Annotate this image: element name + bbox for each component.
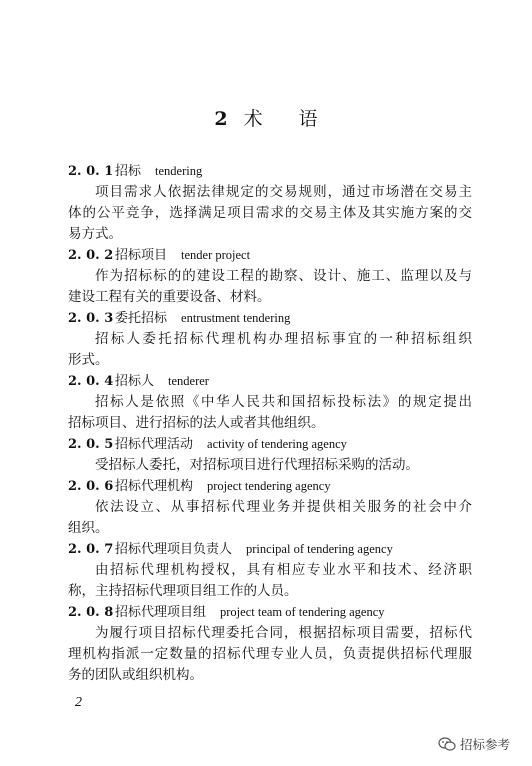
term-chinese: 招标 [115,164,142,179]
term-code: 2. 0. 5 [68,437,114,452]
definition-line: 项目需求人依据法律规定的交易规则，通过市场潜在交易主 [95,184,472,200]
term-chinese: 招标人 [115,374,155,389]
definition-line: 体的公平竞争，选择满足项目需求的交易主体及其实施方案的交 [68,205,472,221]
term-heading [68,245,472,266]
term-heading [68,602,472,623]
term-english: entrustment tendering [181,311,291,325]
definition-line: 招标项目、进行招标的法人或者其他组织。 [68,415,325,431]
term-definition [68,560,472,602]
chapter-title [0,104,532,131]
definition-line: 建设工程有关的重要设备、材料。 [68,289,271,305]
term-code: 2. 0. 2 [68,248,114,263]
term-code: 2. 0. 6 [68,479,114,494]
term-entry [68,476,472,539]
term-definition [68,182,472,245]
term-chinese: 招标代理机构 [115,479,194,494]
term-code: 2. 0. 3 [68,311,114,326]
term-entry [68,602,472,686]
term-heading [68,161,472,182]
term-english: project team of tendering agency [220,605,385,619]
chapter-title-part2: 语 [298,108,318,130]
definition-line: 招标人委托招标代理机构办理招标事宜的一种招标组织 [95,331,472,347]
term-definition [68,623,472,686]
definition-line: 依法设立、从事招标代理业务并提供相关服务的社会中介 [95,499,472,515]
term-entry [68,308,472,371]
definition-line: 务的团队或组织机构。 [68,667,203,683]
term-heading [68,434,472,455]
definition-line: 招标人是依照《中华人民共和国招标投标法》的规定提出 [95,394,472,410]
watermark [438,735,510,753]
term-chinese: 招标代理项目组 [115,605,207,620]
watermark-text: 招标参考 [459,737,510,752]
definition-line: 作为招标标的的建设工程的勘察、设计、施工、监理以及与 [95,268,472,284]
term-english: tender project [181,248,251,262]
term-code: 2. 0. 1 [68,164,114,179]
term-chinese: 招标代理项目负责人 [115,542,233,557]
term-english: activity of tendering agency [207,437,347,451]
wechat-icon [438,737,456,751]
term-heading [68,308,472,329]
term-definition [68,266,472,308]
definition-line: 组织。 [68,520,109,536]
definition-line: 为履行项目招标代理委托合同，根据招标项目需要，招标代 [95,625,472,641]
term-heading [68,371,472,392]
term-entry [68,161,472,245]
definition-line: 理机构指派一定数量的招标代理专业人员，负责提供招标代理服 [68,646,472,662]
definition-line: 由招标代理机构授权，具有相应专业水平和技术、经济职 [95,562,472,578]
definition-line: 受招标人委托，对招标项目进行代理招标采购的活动。 [95,457,419,473]
page-number: 2 [75,695,82,710]
term-code: 2. 0. 8 [68,605,114,620]
term-code: 2. 0. 7 [68,542,114,557]
term-definition [68,455,472,476]
term-definition [68,329,472,371]
chapter-number: 2 [214,108,228,130]
term-entry [68,539,472,602]
term-chinese: 招标项目 [115,248,168,263]
term-english: tendering [155,164,203,178]
term-code: 2. 0. 4 [68,374,114,389]
term-english: principal of tendering agency [246,542,393,556]
term-heading [68,539,472,560]
term-english: project tendering agency [207,479,331,493]
term-list [68,161,472,686]
term-heading [68,476,472,497]
term-entry [68,434,472,476]
definition-line: 易方式。 [68,226,122,242]
term-entry [68,245,472,308]
term-definition [68,497,472,539]
chapter-title-part1: 术 [243,108,263,130]
definition-line: 称，主持招标代理项目组工作的人员。 [68,583,298,599]
term-chinese: 委托招标 [115,311,168,326]
term-english: tenderer [168,374,209,388]
term-chinese: 招标代理活动 [115,437,194,452]
term-definition [68,392,472,434]
term-entry [68,371,472,434]
definition-line: 形式。 [68,352,109,368]
